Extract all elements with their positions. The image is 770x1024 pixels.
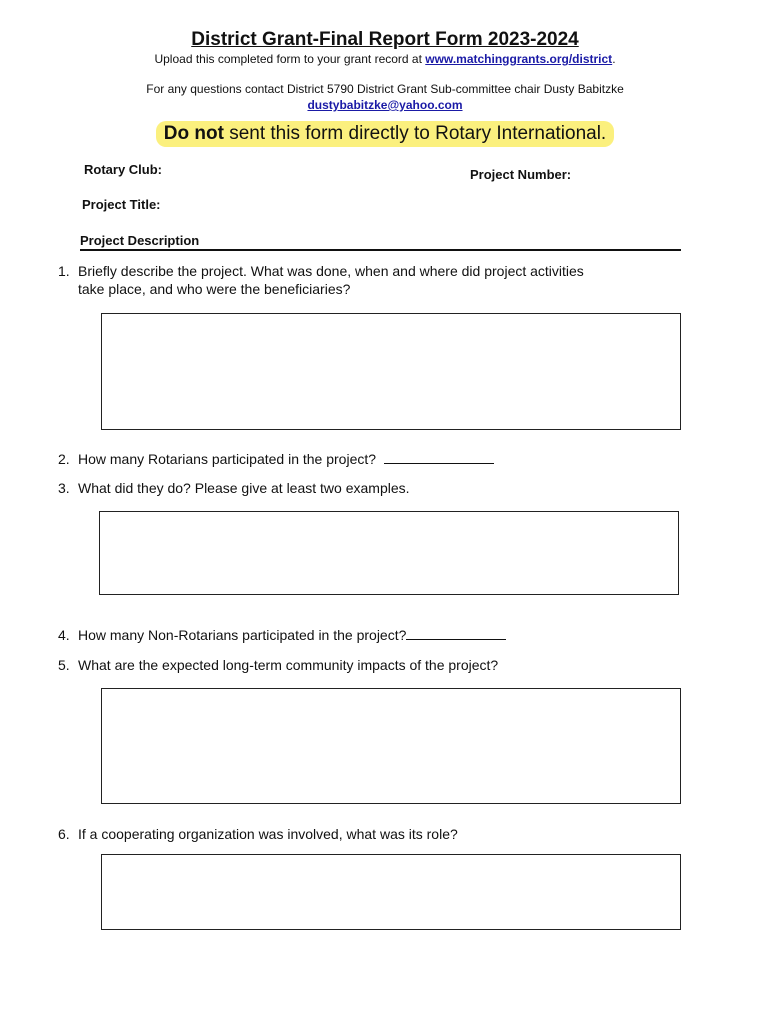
question-number: 3. bbox=[58, 480, 70, 496]
non-rotarians-count-field[interactable] bbox=[406, 625, 506, 640]
warning-banner bbox=[0, 121, 770, 147]
rotarians-count-field[interactable] bbox=[384, 449, 494, 464]
section-divider bbox=[80, 249, 681, 251]
question-number: 1. bbox=[58, 263, 70, 279]
question-number: 5. bbox=[58, 657, 70, 673]
question-text: How many Rotarians participated in the project? bbox=[78, 451, 377, 467]
question-5 bbox=[58, 656, 498, 674]
question-text: How many Non-Rotarians participated in the project? bbox=[78, 627, 407, 643]
question-1 bbox=[58, 262, 698, 298]
answer-box-6[interactable] bbox=[101, 854, 681, 930]
answer-box-5[interactable] bbox=[101, 688, 681, 804]
question-2 bbox=[58, 449, 494, 468]
upload-text: Upload this completed form to your grant record at bbox=[154, 52, 426, 66]
question-text: What are the expected long-term community impacts of the project? bbox=[78, 657, 499, 673]
answer-box-1[interactable] bbox=[101, 313, 681, 430]
contact-text: For any questions contact District 5790 District Grant Sub-committee chair Dusty Babitzke bbox=[146, 82, 624, 96]
project-title-label: Project Title: bbox=[82, 197, 161, 212]
question-3 bbox=[58, 479, 410, 497]
warning-text: sent this form directly to Rotary International. bbox=[223, 123, 607, 144]
warning-bold: Do not bbox=[163, 123, 224, 144]
question-number: 2. bbox=[58, 451, 70, 467]
question-6 bbox=[58, 825, 458, 843]
upload-instruction bbox=[0, 52, 770, 66]
section-heading: Project Description bbox=[80, 233, 200, 248]
question-text-cont: take place, and who were the beneficiaries? bbox=[78, 281, 351, 297]
project-number-label: Project Number: bbox=[470, 167, 572, 182]
upload-end: . bbox=[612, 52, 616, 66]
question-number: 6. bbox=[58, 826, 70, 842]
rotary-club-label: Rotary Club: bbox=[84, 162, 162, 177]
answer-box-3[interactable] bbox=[99, 511, 679, 595]
question-text: Briefly describe the project. What was done, when and where did project activities bbox=[78, 263, 584, 279]
question-number: 4. bbox=[58, 627, 70, 643]
matchinggrants-link[interactable]: www.matchinggrants.org/district bbox=[425, 52, 613, 66]
question-4 bbox=[58, 625, 506, 644]
form-title: District Grant-Final Report Form 2023-2024 bbox=[191, 29, 579, 50]
question-text: If a cooperating organization was involved, what was its role? bbox=[78, 826, 458, 842]
question-text: What did they do? Please give at least two examples. bbox=[78, 480, 410, 496]
contact-email-link[interactable]: dustybabitzke@yahoo.com bbox=[307, 98, 463, 112]
